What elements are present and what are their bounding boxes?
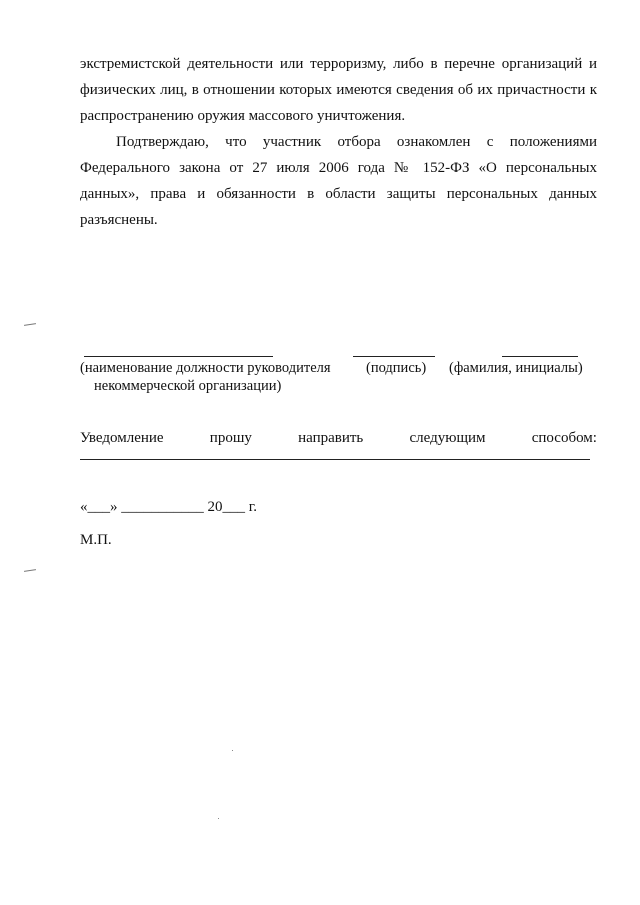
position-caption-continued: некоммерческой организации): [94, 378, 282, 394]
notification-request: [80, 427, 597, 449]
position-signature-line: [84, 356, 273, 357]
date-line: «___» ___________ 20___ г.: [80, 499, 257, 515]
notification-word: прошу: [209, 430, 252, 446]
signature-line: [353, 356, 435, 357]
notification-word: Уведомление: [80, 430, 164, 446]
margin-mark: [24, 323, 36, 326]
notification-method-line: [80, 459, 590, 460]
paragraph-extremism-lists: экстремистской деятельности или терроризму, либо в перечне организаций и физических лиц, в отношении которых имеются сведения об их причастности к распространению оружия массового уничтожения.: [80, 56, 597, 124]
scan-speck: [232, 750, 233, 751]
notification-word: способом:: [531, 430, 597, 446]
paragraph-personal-data-consent: Подтверждаю, что участник отбора ознакомлен с положениями Федерального закона от 27 июля 2006 года № 152-ФЗ «О персональных данных», права и обязанности в области защиты персональных данных разъяснены.: [80, 134, 597, 228]
position-caption: (наименование должности руководителя: [80, 360, 331, 376]
stamp-label: М.П.: [80, 532, 112, 548]
notification-word: направить: [298, 430, 364, 446]
notification-word: следующим: [409, 430, 486, 446]
margin-mark: [24, 569, 36, 572]
name-signature-line: [502, 356, 578, 357]
signature-caption: (подпись): [366, 360, 427, 376]
name-caption: (фамилия, инициалы): [449, 360, 583, 376]
scan-speck: [218, 818, 219, 819]
